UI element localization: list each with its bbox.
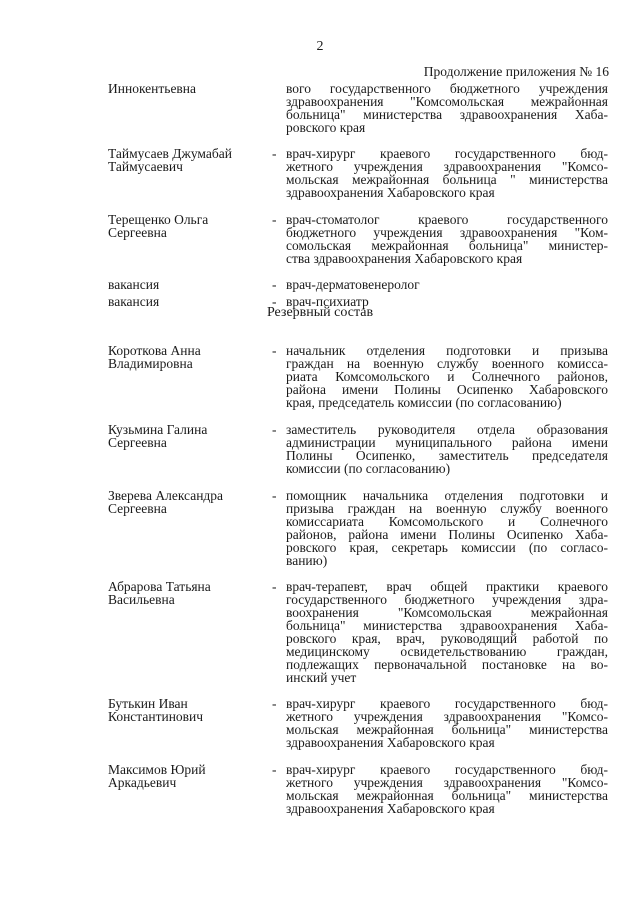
position-line: риата Комсомольского и Солнечного районов, xyxy=(286,369,608,384)
position-line: края, председатель комиссии (по согласованию) xyxy=(286,395,562,410)
position-line: призыва граждан на военную службу военного xyxy=(286,501,608,516)
member-row xyxy=(108,82,608,134)
position-line: здравоохранения Хабаровского края xyxy=(286,801,495,816)
position-line: бюджетного учреждения здравоохранения "Ком- xyxy=(286,225,608,240)
position-line: администрации муниципального района имени xyxy=(286,435,608,450)
member-dash: - xyxy=(272,422,277,437)
member-row xyxy=(108,344,608,409)
member-row xyxy=(108,580,608,684)
position-line: врач-психиатр xyxy=(286,294,369,309)
position-line: начальник отделения подготовки и призыва xyxy=(286,343,608,358)
member-position xyxy=(286,697,608,749)
position-line: врач-стоматолог краевого государственного xyxy=(286,212,608,227)
position-line: помощник начальника отделения подготовки и xyxy=(286,488,608,503)
position-line: здравоохранения Хабаровского края xyxy=(286,735,495,750)
member-dash: - xyxy=(272,762,277,777)
position-line: ровского края xyxy=(286,120,366,135)
member-name: Кузьмина Галина Сергеевна xyxy=(108,422,208,450)
position-line: комиссариата Комсомольского и Солнечного xyxy=(286,514,608,529)
position-line: ровского края, секретарь комиссии (по согласо- xyxy=(286,540,608,555)
position-line: ровского края, врач, руководящий работой по xyxy=(286,631,608,646)
member-position xyxy=(286,423,608,475)
member-dash: - xyxy=(272,294,277,309)
position-line: жетного учреждения здравоохранения "Комсо- xyxy=(286,159,608,174)
member-dash: - xyxy=(272,212,277,227)
member-dash: - xyxy=(272,343,277,358)
member-name: вакансия xyxy=(108,277,160,292)
member-position xyxy=(286,580,608,684)
position-line: района имени Полины Осипенко Хабаровского xyxy=(286,382,608,397)
member-name: Короткова Анна Владимировна xyxy=(108,343,201,371)
position-line: государственного бюджетного учреждения здра- xyxy=(286,592,608,607)
position-line: медицинскому освидетельствованию граждан, xyxy=(286,644,608,659)
page-number: 2 xyxy=(316,39,324,54)
reserve-members-list xyxy=(108,344,608,815)
member-dash: - xyxy=(272,277,277,292)
position-line: вого государственного бюджетного учреждения xyxy=(286,81,608,96)
member-row xyxy=(108,697,608,749)
member-position xyxy=(286,489,608,567)
position-line: здравоохранения "Комсомольская межрайонная xyxy=(286,94,608,109)
position-line: воохранения "Комсомольская межрайонная xyxy=(286,605,608,620)
member-name: Абрарова Татьяна Васильевна xyxy=(108,579,211,607)
position-line: жетного учреждения здравоохранения "Комсо- xyxy=(286,775,608,790)
member-name: Иннокентьевна xyxy=(108,81,197,96)
position-line: врач-хирург краевого государственного бюд- xyxy=(286,762,608,777)
member-dash: - xyxy=(272,146,277,161)
member-position xyxy=(286,82,608,134)
member-dash: - xyxy=(272,488,277,503)
position-line: районов, района имени Полины Осипенко Хаба- xyxy=(286,527,608,542)
position-line: сомольская межрайонная больница" министер- xyxy=(286,238,608,253)
member-row xyxy=(108,423,608,475)
position-line: мольская межрайонная больница" министерства xyxy=(286,788,608,803)
main-members-list xyxy=(108,82,608,308)
member-name: Зверева Александра Сергеевна xyxy=(108,488,224,516)
member-position xyxy=(286,147,608,199)
position-line: больница" министерства здравоохранения Хаба- xyxy=(286,107,608,122)
member-name: Таймусаев Джумабай Таймусаевич xyxy=(108,146,232,174)
position-line: врач-дерматовенеролог xyxy=(286,277,420,292)
member-position xyxy=(286,213,608,265)
member-row xyxy=(108,763,608,815)
position-line: жетного учреждения здравоохранения "Комсо- xyxy=(286,709,608,724)
position-line: врач-хирург краевого государственного бюд- xyxy=(286,146,608,161)
member-dash: - xyxy=(272,696,277,711)
position-line: врач-терапевт, врач общей практики краевого xyxy=(286,579,608,594)
position-line: ванию) xyxy=(286,553,328,568)
position-line: Полины Осипенко, заместитель председателя xyxy=(286,448,608,463)
member-name: Терещенко Ольга Сергеевна xyxy=(108,212,209,240)
member-row xyxy=(108,489,608,567)
position-line: мольская межрайонная больница " министерства xyxy=(286,172,608,187)
position-line: здравоохранения Хабаровского края xyxy=(286,185,495,200)
member-row xyxy=(108,213,608,265)
position-line: заместитель руководителя отдела образования xyxy=(286,422,608,437)
position-line: мольская межрайонная больница" министерства xyxy=(286,722,608,737)
member-position xyxy=(286,344,608,409)
position-line: инский учет xyxy=(286,670,357,685)
position-line: ства здравоохранения Хабаровского края xyxy=(286,251,523,266)
member-row xyxy=(108,147,608,199)
member-name: Бутькин Иван Константинович xyxy=(108,696,204,724)
position-line: врач-хирург краевого государственного бюд- xyxy=(286,696,608,711)
position-line: граждан на военную службу военного комисса- xyxy=(286,356,608,371)
position-line: подлежащих первоначальной постановке на во- xyxy=(286,657,608,672)
appendix-continuation-note: Продолжение приложения № 16 xyxy=(423,64,609,79)
member-name: вакансия xyxy=(108,294,160,309)
member-dash: - xyxy=(272,579,277,594)
member-position xyxy=(286,763,608,815)
member-position xyxy=(286,278,608,291)
member-name: Максимов Юрий Аркадьевич xyxy=(108,762,206,790)
position-line: больница" министерства здравоохранения Хаба- xyxy=(286,618,608,633)
position-line: комиссии (по согласованию) xyxy=(286,461,451,476)
reserve-section-title: Резервный состав xyxy=(266,305,374,320)
member-row xyxy=(108,278,608,291)
